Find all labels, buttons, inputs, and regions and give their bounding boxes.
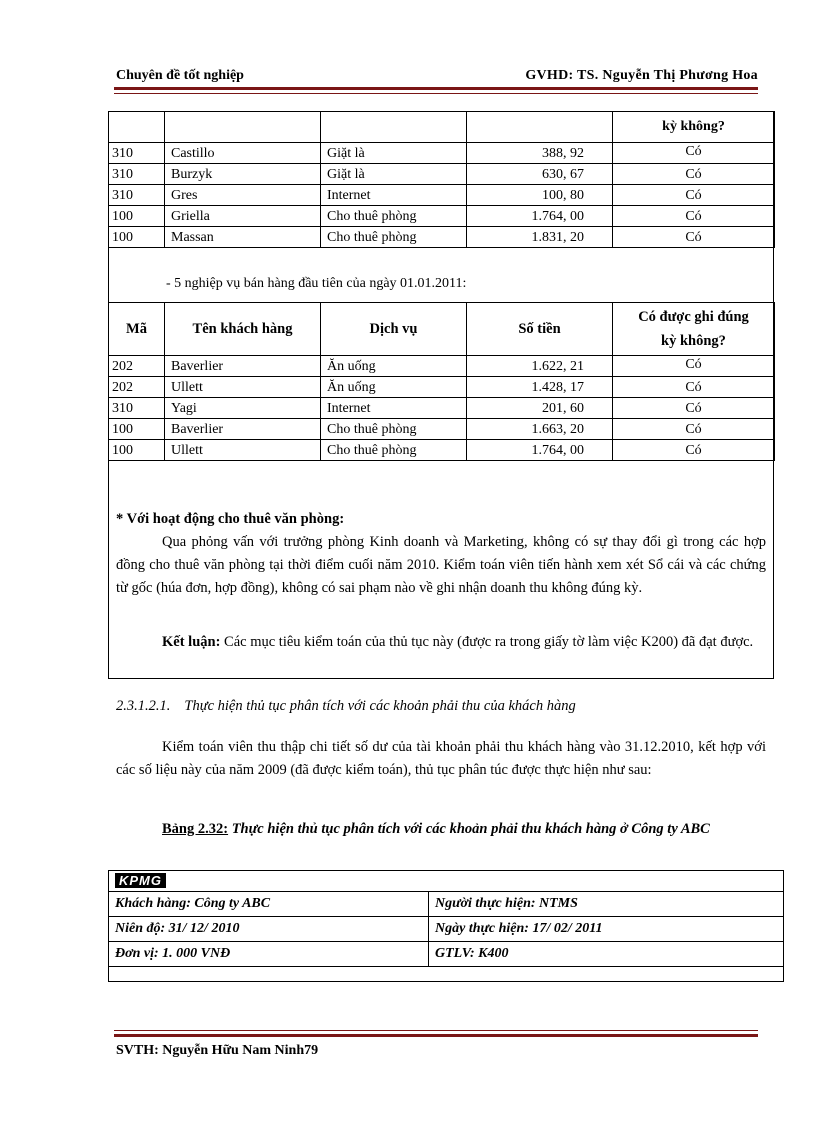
table-row — [109, 356, 775, 377]
office-body-text: Qua phỏng vấn với trưởng phòng Kinh doanh và Marketing, không có sự thay đổi gì trong các hợp đồng cho thuê văn phòng tại thời điểm cuối năm 2010. Kiểm toán viên tiến hành xem xét Sổ cái và các chứng từ gốc (húa đơn, hợp đồng), không có sai phạm nào về ghi nhận doanh thu không đúng kỳ. — [116, 534, 766, 596]
table-row — [109, 377, 775, 398]
header-name: Tên khách hàng — [165, 303, 321, 356]
cell-code: 202 — [109, 377, 165, 398]
empty-row — [109, 967, 784, 982]
intro-text: - 5 nghiệp vụ bán hàng đầu tiên của ngày 01.01.2011: — [166, 276, 467, 291]
period-cell: Niên độ: 31/ 12/ 2010 — [109, 917, 429, 942]
cell-ok: Có — [613, 206, 775, 227]
table-row — [109, 917, 784, 942]
section-paragraph — [116, 736, 766, 782]
cell-code: 310 — [109, 398, 165, 419]
cell-service: Cho thuê phòng — [321, 206, 467, 227]
table-row — [109, 206, 775, 227]
cell-amount: 1.663, 20 — [467, 419, 613, 440]
section-number: 2.3.1.2.1. — [116, 698, 171, 714]
cell-code: 100 — [109, 440, 165, 461]
section-heading — [116, 698, 576, 715]
table-row — [109, 967, 784, 982]
header-ok-line2: kỳ không? — [661, 333, 726, 349]
cell-code: 310 — [109, 185, 165, 206]
table-row — [109, 871, 784, 892]
cell-amount: 1.831, 20 — [467, 227, 613, 248]
cell-ok: Có — [613, 398, 775, 419]
ref-cell: GTLV: K400 — [429, 942, 784, 967]
table-row — [109, 942, 784, 967]
cell-name: Castillo — [165, 143, 321, 164]
cell-ok: Có — [613, 440, 775, 461]
caption-text: Thực hiện thủ tục phân tích với các khoản phải thu khách hàng ở Công ty ABC — [228, 821, 710, 837]
cell-ok: Có — [613, 419, 775, 440]
cell-name: Baverlier — [165, 356, 321, 377]
conclusion-text: Các mục tiêu kiểm toán của thủ tục này (được ra trong giấy tờ làm việc K200) đã đạt được. — [220, 634, 754, 650]
cell-service: Cho thuê phòng — [321, 419, 467, 440]
cell-ok: Có — [613, 143, 775, 164]
header-rule-thin — [114, 93, 758, 94]
cell-service: Ăn uống — [321, 377, 467, 398]
header-rule-thick — [114, 87, 758, 90]
cell-amount: 1.764, 00 — [467, 440, 613, 461]
table-caption — [116, 818, 780, 841]
cell-amount: 201, 60 — [467, 398, 613, 419]
sales-table-first-day — [108, 302, 775, 461]
table-row — [109, 440, 775, 461]
cell-ok: Có — [613, 185, 775, 206]
cell-ok: Có — [613, 356, 775, 377]
cell-service: Internet — [321, 185, 467, 206]
cell-code: 310 — [109, 143, 165, 164]
date-cell: Ngày thực hiện: 17/ 02/ 2011 — [429, 917, 784, 942]
cell-service: Cho thuê phòng — [321, 440, 467, 461]
cell-amount: 1.428, 17 — [467, 377, 613, 398]
cell-name: Burzyk — [165, 164, 321, 185]
cell-code: 100 — [109, 227, 165, 248]
conclusion-label: Kết luận: — [162, 634, 221, 650]
header-right: GVHD: TS. Nguyễn Thị Phương Hoa — [525, 68, 758, 83]
footer-rule-thick — [114, 1034, 758, 1037]
header-ok-line1: Có được ghi đúng — [638, 309, 749, 325]
cell-name: Yagi — [165, 398, 321, 419]
cell-ok: Có — [613, 227, 775, 248]
cell-code: 100 — [109, 206, 165, 227]
section-paragraph-text: Kiểm toán viên thu thập chi tiết số dư của tài khoản phải thu khách hàng vào 31.12.2010, kết hợp với các số liệu này của năm 2009 (đã được kiểm toán), thủ tục phân túc được thực hiện như sau: — [116, 739, 766, 778]
preparer-cell: Người thực hiện: NTMS — [429, 892, 784, 917]
table-row — [109, 164, 775, 185]
table-row — [109, 892, 784, 917]
table-row — [109, 398, 775, 419]
header-amount: Số tiền — [467, 303, 613, 356]
kpmg-logo: KPMG — [115, 873, 166, 888]
kpmg-working-paper-header — [108, 870, 784, 982]
table-row — [109, 143, 775, 164]
cell-amount: 1.622, 21 — [467, 356, 613, 377]
cell-amount: 630, 67 — [467, 164, 613, 185]
cell-name: Ullett — [165, 440, 321, 461]
cell-amount: 388, 92 — [467, 143, 613, 164]
cell-service: Giặt là — [321, 164, 467, 185]
office-section-body — [116, 531, 766, 600]
section-title: Thực hiện thủ tục phân tích với các khoản phải thu của khách hàng — [184, 698, 576, 714]
table-row — [109, 185, 775, 206]
office-conclusion — [116, 631, 766, 654]
cell-service: Giặt là — [321, 143, 467, 164]
cell-service: Ăn uống — [321, 356, 467, 377]
sales-table-continued — [108, 111, 775, 248]
footer-text: SVTH: Nguyễn Hữu Nam Ninh79 — [116, 1043, 319, 1058]
ok-header-cont: kỳ không? — [613, 112, 775, 143]
header-ok — [613, 303, 775, 356]
header-left: Chuyên đề tốt nghiệp — [116, 68, 244, 83]
footer-rule-thin — [114, 1030, 758, 1031]
client-cell: Khách hàng: Công ty ABC — [109, 892, 429, 917]
cell-name: Massan — [165, 227, 321, 248]
cell-name: Gres — [165, 185, 321, 206]
cell-code: 202 — [109, 356, 165, 377]
table-row — [109, 112, 775, 143]
cell-service: Cho thuê phòng — [321, 227, 467, 248]
cell-name: Baverlier — [165, 419, 321, 440]
cell-code: 100 — [109, 419, 165, 440]
cell-ok: Có — [613, 164, 775, 185]
table-row — [109, 419, 775, 440]
caption-label: Bảng 2.32: — [162, 821, 229, 837]
cell-name: Griella — [165, 206, 321, 227]
cell-amount: 100, 80 — [467, 185, 613, 206]
table-row — [109, 227, 775, 248]
header-service: Dịch vụ — [321, 303, 467, 356]
table-header-row — [109, 303, 775, 356]
header-code: Mã — [109, 303, 165, 356]
cell-ok: Có — [613, 377, 775, 398]
cell-amount: 1.764, 00 — [467, 206, 613, 227]
cell-name: Ullett — [165, 377, 321, 398]
cell-service: Internet — [321, 398, 467, 419]
cell-code: 310 — [109, 164, 165, 185]
unit-cell: Đơn vị: 1. 000 VNĐ — [109, 942, 429, 967]
office-section-title: * Với hoạt động cho thuê văn phòng: — [116, 511, 345, 527]
